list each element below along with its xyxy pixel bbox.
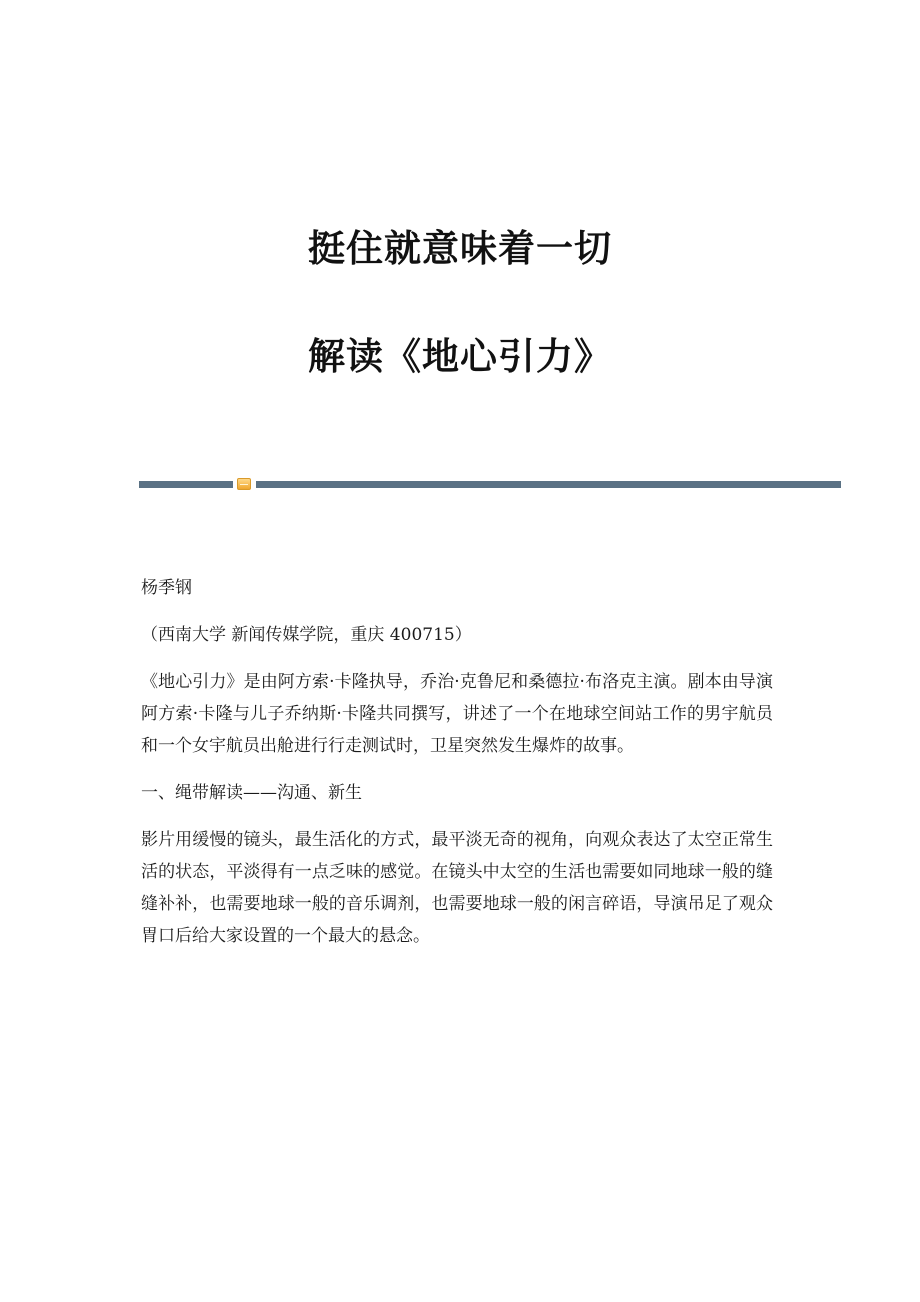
- divider-bar-left: [139, 481, 233, 488]
- divider-ornament-icon: [237, 478, 251, 490]
- section-heading: 一、绳带解读——沟通、新生: [141, 783, 362, 803]
- body-paragraph: 《地心引力》是由阿方索·卡隆执导，乔治·克鲁尼和桑德拉·布洛克主演。剧本由导演阿方索·卡隆与儿子乔纳斯·卡隆共同撰写，讲述了一个在地球空间站工作的男宇航员和一个女宇航员出舱进行行走测试时，卫星突然发生爆炸的故事。: [141, 672, 773, 756]
- divider-bar-right: [256, 481, 841, 488]
- author-affiliation: （西南大学 新闻传媒学院，重庆 400715）: [141, 625, 472, 645]
- document-title: 挺住就意味着一切: [308, 227, 612, 270]
- author-name: 杨季钢: [141, 578, 192, 598]
- title-divider: [139, 478, 841, 490]
- body-paragraph: 影片用缓慢的镜头，最生活化的方式，最平淡无奇的视角，向观众表达了太空正常生活的状态，平淡得有一点乏味的感觉。在镜头中太空的生活也需要如同地球一般的缝缝补补，也需要地球一般的音乐调剂，也需要地球一般的闲言碎语，导演吊足了观众胃口后给大家设置的一个最大的悬念。: [141, 830, 773, 946]
- document-subtitle: 解读《地心引力》: [308, 335, 612, 378]
- document-body: [141, 572, 773, 952]
